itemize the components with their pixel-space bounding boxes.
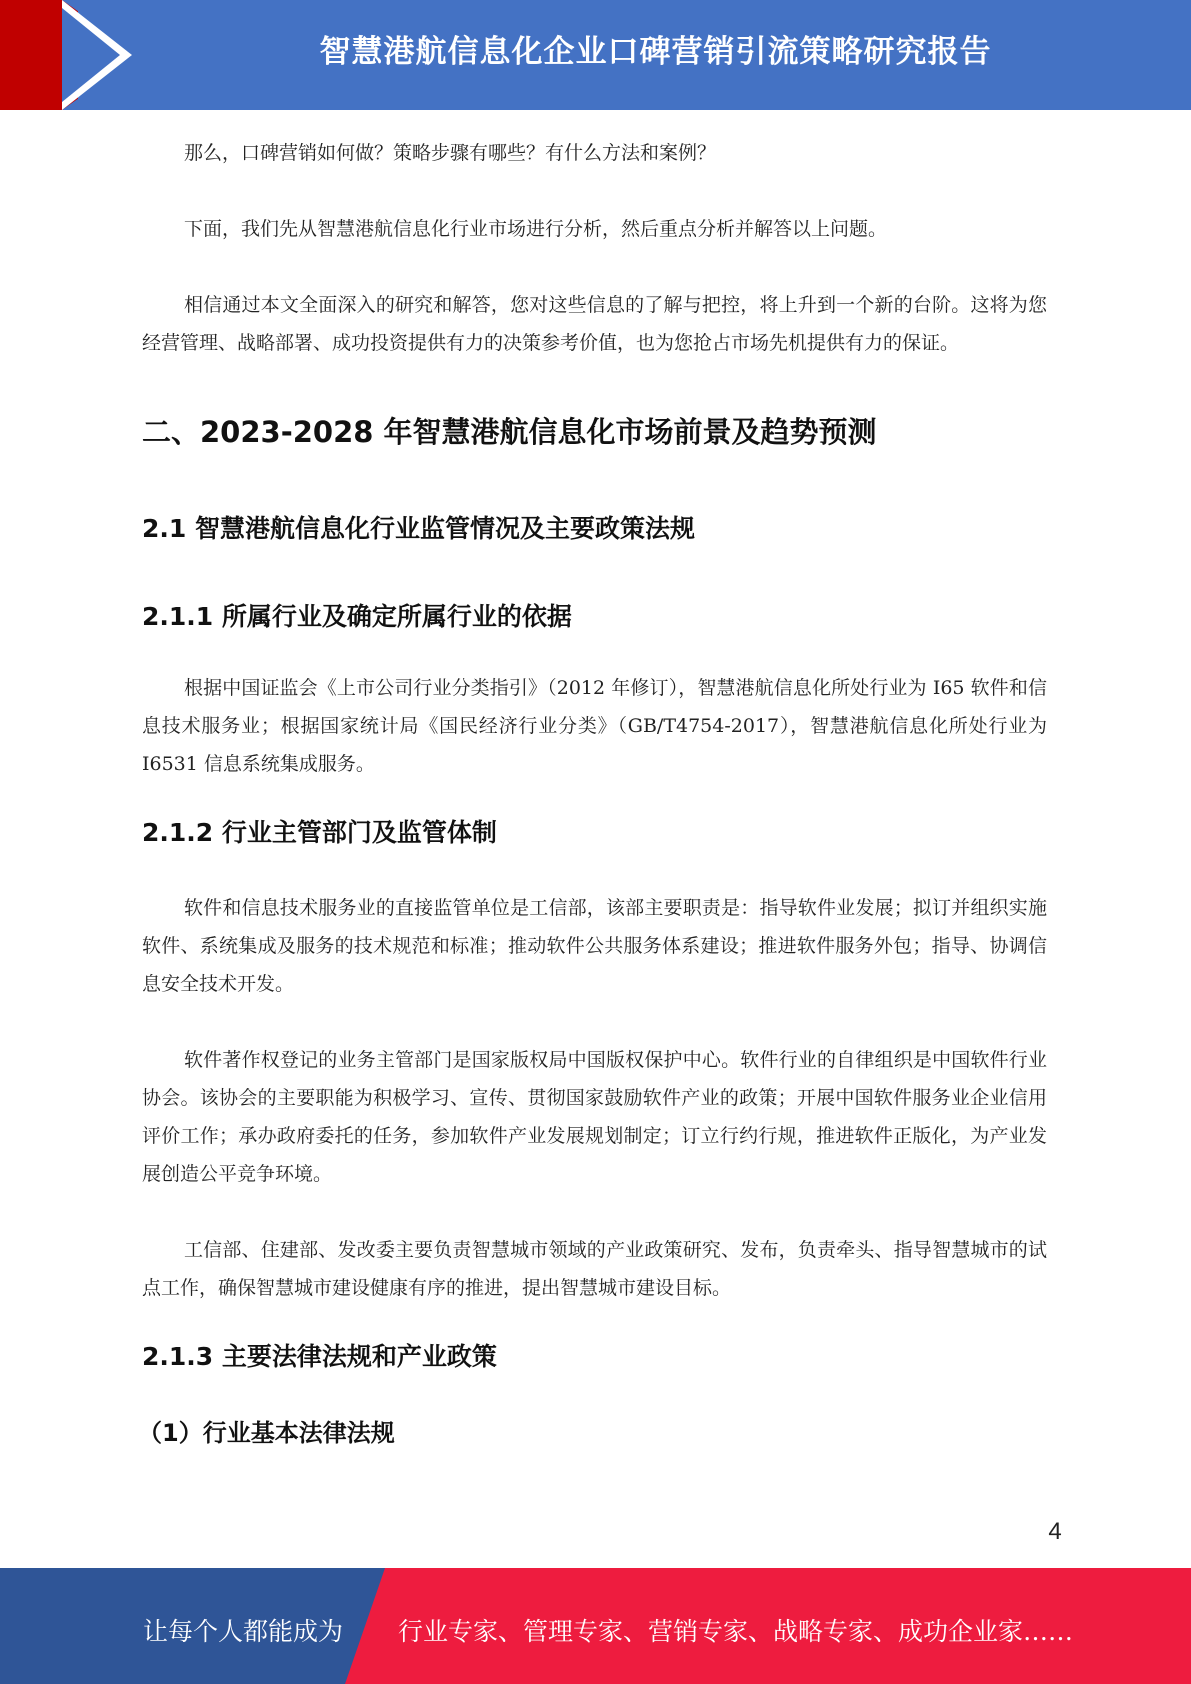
intro-paragraph-1: 那么，口碑营销如何做？策略步骤有哪些？有什么方法和案例？: [184, 142, 717, 164]
page-number: 4: [1048, 1518, 1062, 1545]
header-blue-chevron-inner: [62, 8, 120, 102]
section-2-1-2-paragraph-2: 软件著作权登记的业务主管部门是国家版权局中国版权保护中心。软件行业的自律组织是中国软件行业协会。该协会的主要职能为积极学习、宣传、贯彻国家鼓励软件产业的政策；开展中国软件服务业企业信用评价工作；承办政府委托的任务，参加软件产业发展规划制定；订立行约行规，推进软件正版化，为产业发展创造公平竞争环境。: [142, 1049, 1047, 1185]
section-2-1-2-paragraph-3: 工信部、住建部、发改委主要负责智慧城市领域的产业政策研究、发布，负责牵头、指导智慧城市的试点工作，确保智慧城市建设健康有序的推进，提出智慧城市建设目标。: [142, 1239, 1047, 1299]
report-title: 智慧港航信息化企业口碑营销引流策略研究报告: [319, 34, 992, 70]
section-2-1-1-paragraph: 根据中国证监会《上市公司行业分类指引》（2012 年修订），智慧港航信息化所处行业为 I65 软件和信息技术服务业；根据国家统计局《国民经济行业分类》（GB/T4754-2017），智慧港航信息化所处行业为 I6531 信息系统集成服务。: [142, 677, 1047, 775]
footer-slogan-right: 行业专家、管理专家、营销专家、战略专家、成功企业家……: [398, 1617, 1074, 1646]
section-2-1-3-heading: 2.1.3 主要法律法规和产业政策: [142, 1342, 497, 1371]
page-footer-banner: [0, 1568, 1191, 1684]
section-2-1-2-heading: 2.1.2 行业主管部门及监管体制: [142, 818, 497, 847]
section-2-1-1-heading: 2.1.1 所属行业及确定所属行业的依据: [142, 602, 572, 631]
footer-slogan-left: 让每个人都能成为: [143, 1617, 344, 1646]
intro-paragraph-3: 相信通过本文全面深入的研究和解答，您对这些信息的了解与把控，将上升到一个新的台阶。这将为您经营管理、战略部署、成功投资提供有力的决策参考价值，也为您抢占市场先机提供有力的保证。: [142, 294, 1047, 354]
page-body: [138, 120, 1047, 1448]
section-2-1-heading: 2.1 智慧港航信息化行业监管情况及主要政策法规: [142, 514, 695, 543]
section-2-1-2-paragraph-1: 软件和信息技术服务业的直接监管单位是工信部，该部主要职责是：指导软件业发展；拟订并组织实施软件、系统集成及服务的技术规范和标准；推动软件公共服务体系建设；推进软件服务外包；指导、协调信息安全技术开发。: [142, 897, 1047, 995]
section-2-heading: 二、2023-2028 年智慧港航信息化市场前景及趋势预测: [142, 415, 877, 449]
section-2-1-3-subheading-1: （1）行业基本法律法规: [138, 1419, 395, 1447]
intro-paragraph-2: 下面，我们先从智慧港航信息化行业市场进行分析，然后重点分析并解答以上问题。: [184, 218, 888, 240]
page-header-banner: [0, 0, 1191, 110]
